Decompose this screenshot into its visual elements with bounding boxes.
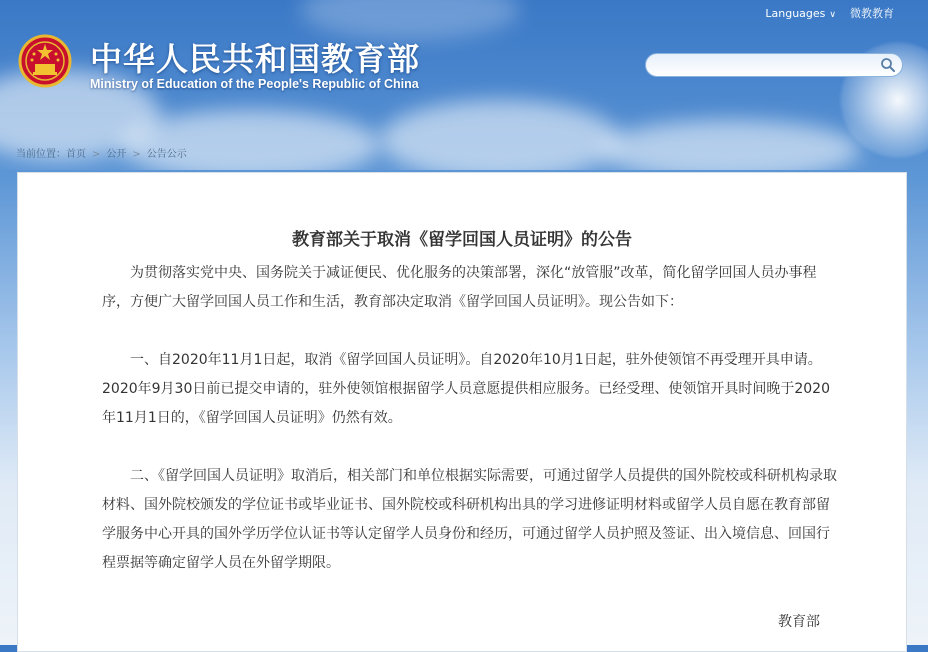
breadcrumb-home[interactable]: 首页: [66, 149, 86, 160]
breadcrumb-prefix: 当前位置：: [16, 149, 66, 160]
national-emblem-icon[interactable]: [18, 34, 72, 88]
cloud-decoration: [380, 100, 620, 170]
article-paragraph: 为贯彻落实党中央、国务院关于减证便民、优化服务的决策部署，深化“放管服”改革，简化留学回国人员办事程序，方便广大留学回国人员工作和生活，教育部决定取消《留学回国人员证明》。现公告如下：: [102, 265, 817, 310]
top-links: [765, 5, 894, 21]
breadcrumb-announcements[interactable]: 公告公示: [146, 149, 187, 160]
languages-label: Languages: [765, 6, 826, 20]
search-box: [645, 53, 903, 77]
site-header: [0, 0, 928, 170]
article-body: [102, 259, 838, 607]
site-subtitle: Ministry of Education of the People's Republic of China: [90, 77, 419, 91]
weibo-link[interactable]: 微教教育: [850, 7, 894, 20]
cloud-decoration: [120, 110, 380, 170]
article-signature: 教育部: [778, 614, 820, 630]
cloud-decoration: [600, 120, 860, 170]
site-title[interactable]: 中华人民共和国教育部: [90, 40, 421, 78]
languages-dropdown[interactable]: [765, 7, 836, 20]
article-panel: [17, 172, 907, 652]
breadcrumb-disclosure[interactable]: 公开: [106, 149, 127, 160]
breadcrumb-separator: >: [92, 149, 101, 160]
search-icon[interactable]: [880, 57, 896, 73]
article-paragraph: 二、《留学回国人员证明》取消后，相关部门和单位根据实际需要，可通过留学人员提供的国外院校或科研机构录取材料、国外院校颁发的学位证书或毕业证书、国外院校或科研机构出具的学习进修证明材料或留学人员自愿在教育部留学服务中心开具的国外学历学位认证书等认定留学人员身份和经历，可通过留学人员护照及签证、出入境信息、回国行程票据等确定留学人员在外留学期限。: [102, 468, 837, 571]
breadcrumb-separator: >: [132, 149, 141, 160]
breadcrumb: [16, 145, 187, 160]
article-paragraph: 一、自2020年11月1日起，取消《留学回国人员证明》。自2020年10月1日起，驻外使领馆不再受理开具申请。2020年9月30日前已提交申请的，驻外使领馆根据留学人员意愿提供相应服务。已经受理、使领馆开具时间晚于2020年11月1日的，《留学回国人员证明》仍然有效。: [102, 352, 830, 426]
article-title: 教育部关于取消《留学回国人员证明》的公告: [292, 230, 632, 250]
search-input[interactable]: [658, 56, 872, 76]
chevron-down-icon: ∨: [829, 9, 836, 20]
